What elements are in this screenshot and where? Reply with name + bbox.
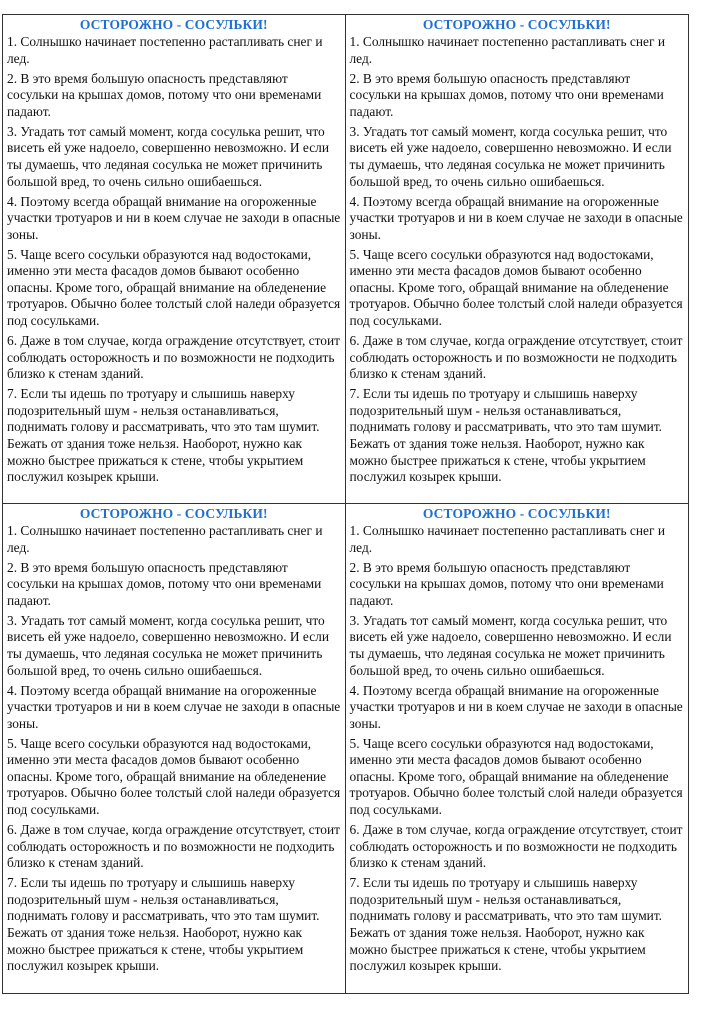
- rule-item-4: 4. Поэтому всегда обращай внимание на огороженные участки тротуаров и ни в коем случае не заходи в опасные зоны.: [349, 193, 683, 242]
- rule-item-4: 4. Поэтому всегда обращай внимание на огороженные участки тротуаров и ни в коем случае не заходи в опасные зоны.: [7, 682, 341, 731]
- rule-item-1: 1. Солнышко начинает постепенно растапливать снег и лед.: [7, 34, 323, 66]
- leaflet-card-bottom-left: [3, 504, 346, 993]
- rule-item-4: 4. Поэтому всегда обращай внимание на огороженные участки тротуаров и ни в коем случае не заходи в опасные зоны.: [349, 682, 683, 731]
- rule-item-7: 7. Если ты идешь по тротуару и слышишь наверху подозрительный шум - нельзя останавливаться, поднимать голову и рассматривать, что это там шумит. Бежать от здания тоже нельзя. Наоборот, нужно как можно быстрее прижаться к стене, чтобы укрытием послужил козырек крыши.: [349, 875, 663, 974]
- rule-item-3: 3. Угадать тот самый момент, когда сосулька решит, что висеть ей уже надоело, совершенно невозможно. И если ты думаешь, что ледяная сосулька не может причинить большой вред, то очень сильно ошибаешься.: [7, 612, 330, 678]
- leaflet-card-bottom-right: [346, 504, 689, 993]
- rule-item-1: 1. Солнышко начинает постепенно растапливать снег и лед.: [349, 34, 665, 66]
- rule-item-5: 5. Чаще всего сосульки образуются над водостоками, именно эти места фасадов домов бывают особенно опасны. Кроме того, обращай внимание на обледенение тротуаров. Обычно более толстый слой наледи образуется под сосульками.: [349, 735, 683, 818]
- card-title: ОСТОРОЖНО - СОСУЛЬКИ!: [79, 17, 268, 32]
- rule-item-3: 3. Угадать тот самый момент, когда сосулька решит, что висеть ей уже надоело, совершенно невозможно. И если ты думаешь, что ледяная сосулька не может причинить большой вред, то очень сильно ошибаешься.: [349, 123, 672, 189]
- rule-item-3: 3. Угадать тот самый момент, когда сосулька решит, что висеть ей уже надоело, совершенно невозможно. И если ты думаешь, что ледяная сосулька не может причинить большой вред, то очень сильно ошибаешься.: [7, 123, 330, 189]
- rule-item-6: 6. Даже в том случае, когда ограждение отсутствует, стоит соблюдать осторожность и по возможности не подходить близко к стенам зданий.: [349, 333, 683, 382]
- card-title: ОСТОРОЖНО - СОСУЛЬКИ!: [79, 506, 268, 521]
- rule-item-6: 6. Даже в том случае, когда ограждение отсутствует, стоит соблюдать осторожность и по возможности не подходить близко к стенам зданий.: [7, 822, 340, 871]
- rule-item-6: 6. Даже в том случае, когда ограждение отсутствует, стоит соблюдать осторожность и по возможности не подходить близко к стенам зданий.: [349, 822, 683, 871]
- leaflet-card-top-right: [346, 15, 689, 504]
- card-title: ОСТОРОЖНО - СОСУЛЬКИ!: [422, 17, 611, 32]
- leaflet-card-top-left: [3, 15, 346, 504]
- rule-item-2: 2. В это время большую опасность представляют сосульки на крышах домов, потому что они временами падают.: [349, 70, 664, 119]
- rule-item-1: 1. Солнышко начинает постепенно растапливать снег и лед.: [7, 523, 323, 555]
- rule-item-7: 7. Если ты идешь по тротуару и слышишь наверху подозрительный шум - нельзя останавливаться, поднимать голову и рассматривать, что это там шумит. Бежать от здания тоже нельзя. Наоборот, нужно как можно быстрее прижаться к стене, чтобы укрытием послужил козырек крыши.: [349, 386, 663, 485]
- rule-item-2: 2. В это время большую опасность представляют сосульки на крышах домов, потому что они временами падают.: [7, 70, 322, 119]
- rule-item-5: 5. Чаще всего сосульки образуются над водостоками, именно эти места фасадов домов бывают особенно опасны. Кроме того, обращай внимание на обледенение тротуаров. Обычно более толстый слой наледи образуется под сосульками.: [349, 246, 683, 329]
- leaflet-sheet: [2, 14, 689, 994]
- rule-item-4: 4. Поэтому всегда обращай внимание на огороженные участки тротуаров и ни в коем случае не заходи в опасные зоны.: [7, 193, 341, 242]
- rule-item-5: 5. Чаще всего сосульки образуются над водостоками, именно эти места фасадов домов бывают особенно опасны. Кроме того, обращай внимание на обледенение тротуаров. Обычно более толстый слой наледи образуется под сосульками.: [7, 246, 341, 329]
- rule-item-7: 7. Если ты идешь по тротуару и слышишь наверху подозрительный шум - нельзя останавливаться, поднимать голову и рассматривать, что это там шумит. Бежать от здания тоже нельзя. Наоборот, нужно как можно быстрее прижаться к стене, чтобы укрытием послужил козырек крыши.: [7, 386, 320, 485]
- rule-item-2: 2. В это время большую опасность представляют сосульки на крышах домов, потому что они временами падают.: [7, 559, 322, 608]
- rule-item-5: 5. Чаще всего сосульки образуются над водостоками, именно эти места фасадов домов бывают особенно опасны. Кроме того, обращай внимание на обледенение тротуаров. Обычно более толстый слой наледи образуется под сосульками.: [7, 735, 341, 818]
- rule-item-7: 7. Если ты идешь по тротуару и слышишь наверху подозрительный шум - нельзя останавливаться, поднимать голову и рассматривать, что это там шумит. Бежать от здания тоже нельзя. Наоборот, нужно как можно быстрее прижаться к стене, чтобы укрытием послужил козырек крыши.: [7, 875, 320, 974]
- rule-item-6: 6. Даже в том случае, когда ограждение отсутствует, стоит соблюдать осторожность и по возможности не подходить близко к стенам зданий.: [7, 333, 340, 382]
- rule-item-1: 1. Солнышко начинает постепенно растапливать снег и лед.: [349, 523, 665, 555]
- rule-item-3: 3. Угадать тот самый момент, когда сосулька решит, что висеть ей уже надоело, совершенно невозможно. И если ты думаешь, что ледяная сосулька не может причинить большой вред, то очень сильно ошибаешься.: [349, 612, 672, 678]
- card-title: ОСТОРОЖНО - СОСУЛЬКИ!: [422, 506, 611, 521]
- rule-item-2: 2. В это время большую опасность представляют сосульки на крышах домов, потому что они временами падают.: [349, 559, 664, 608]
